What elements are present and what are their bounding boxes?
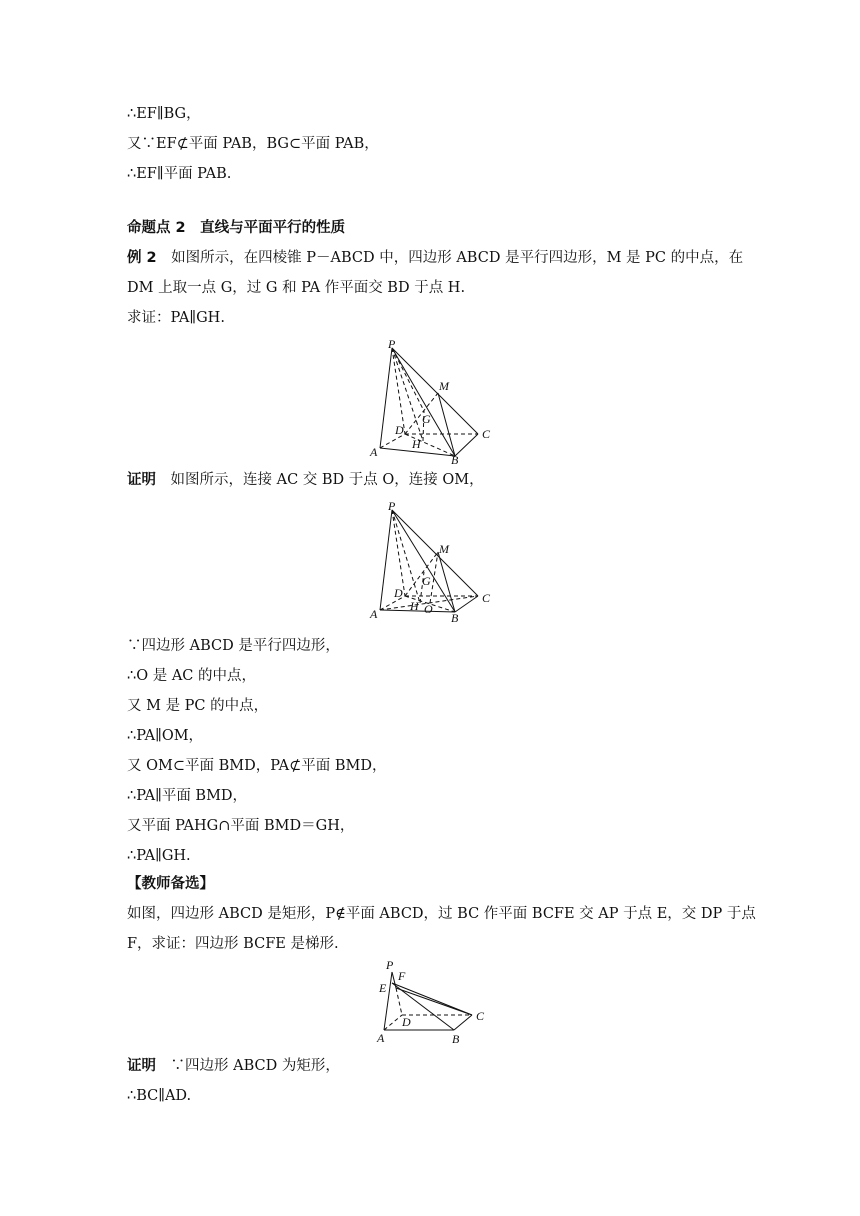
label-H: H [410, 599, 419, 613]
text-line: ∴BC∥AD. [127, 1088, 192, 1104]
label-C: C [476, 1009, 485, 1023]
label-M: M [439, 542, 449, 556]
label-H: H [412, 437, 421, 451]
text-line: ∴O 是 AC 的中点， [127, 668, 257, 684]
label-E: E [379, 981, 387, 995]
text-line: 又∵EF⊄平面 PAB，BG⊂平面 PAB， [127, 136, 379, 152]
label-D: D [394, 586, 403, 600]
text-line: 又 M 是 PC 的中点， [127, 698, 269, 714]
label-M: M [439, 379, 449, 393]
example-line [127, 248, 744, 268]
label-B: B [451, 453, 459, 467]
text-line: ∴PA∥OM， [127, 728, 204, 744]
text-line: ∵四边形 ABCD 是平行四边形， [127, 638, 340, 654]
label-A: A [370, 445, 378, 459]
label-C: C [482, 427, 491, 441]
label-P: P [388, 499, 396, 513]
text-line: ∴EF∥BG， [127, 106, 201, 122]
label-D: D [402, 1015, 411, 1029]
label-F: F [398, 969, 406, 983]
label-A: A [370, 607, 378, 621]
label-P: P [388, 337, 396, 351]
proof-label: 证明 [127, 472, 156, 488]
pyramid-figure-2 [360, 500, 510, 630]
text-line: ∴EF∥平面 PAB. [127, 166, 232, 182]
pyramid-figure-1 [360, 338, 510, 468]
label-C: C [482, 591, 491, 605]
label-O: O [424, 602, 433, 616]
text-line: ∴PA∥GH. [127, 848, 191, 864]
proof-label: 证明 [127, 1058, 156, 1074]
text-line: 如图，四边形 ABCD 是矩形，P∉平面 ABCD，过 BC 作平面 BCFE 交 AP 于点 E，交 DP 于点 [127, 906, 756, 922]
example-text: 如图所示，在四棱锥 P－ABCD 中，四边形 ABCD 是平行四边形，M 是 PC 的中点，在 [156, 250, 744, 266]
text-line: F，求证：四边形 BCFE 是梯形. [127, 936, 339, 952]
proof-line [127, 1056, 737, 1076]
teacher-label: 【教师备选】 [127, 876, 214, 892]
label-D: D [395, 423, 404, 437]
label-A: A [377, 1031, 385, 1045]
label-P: P [386, 958, 394, 972]
section-heading: 命题点 2 直线与平面平行的性质 [127, 220, 346, 236]
text-line: ∴PA∥平面 BMD， [127, 788, 248, 804]
proof-line [127, 470, 737, 490]
label-B: B [452, 1032, 460, 1046]
text-line: 又平面 PAHG∩平面 BMD＝GH， [127, 818, 355, 834]
rectangle-figure [370, 960, 500, 1050]
proof-text: ∵四边形 ABCD 为矩形， [156, 1058, 340, 1074]
label-G: G [422, 412, 431, 426]
label-G: G [422, 574, 431, 588]
text-line: 求证：PA∥GH. [127, 310, 225, 326]
text-line: DM 上取一点 G，过 G 和 PA 作平面交 BD 于点 H. [127, 280, 466, 296]
proof-text: 如图所示，连接 AC 交 BD 于点 O，连接 OM， [156, 472, 484, 488]
text-line: 又 OM⊂平面 BMD，PA⊄平面 BMD， [127, 758, 387, 774]
example-label: 例 2 [127, 250, 157, 266]
label-B: B [451, 611, 459, 625]
